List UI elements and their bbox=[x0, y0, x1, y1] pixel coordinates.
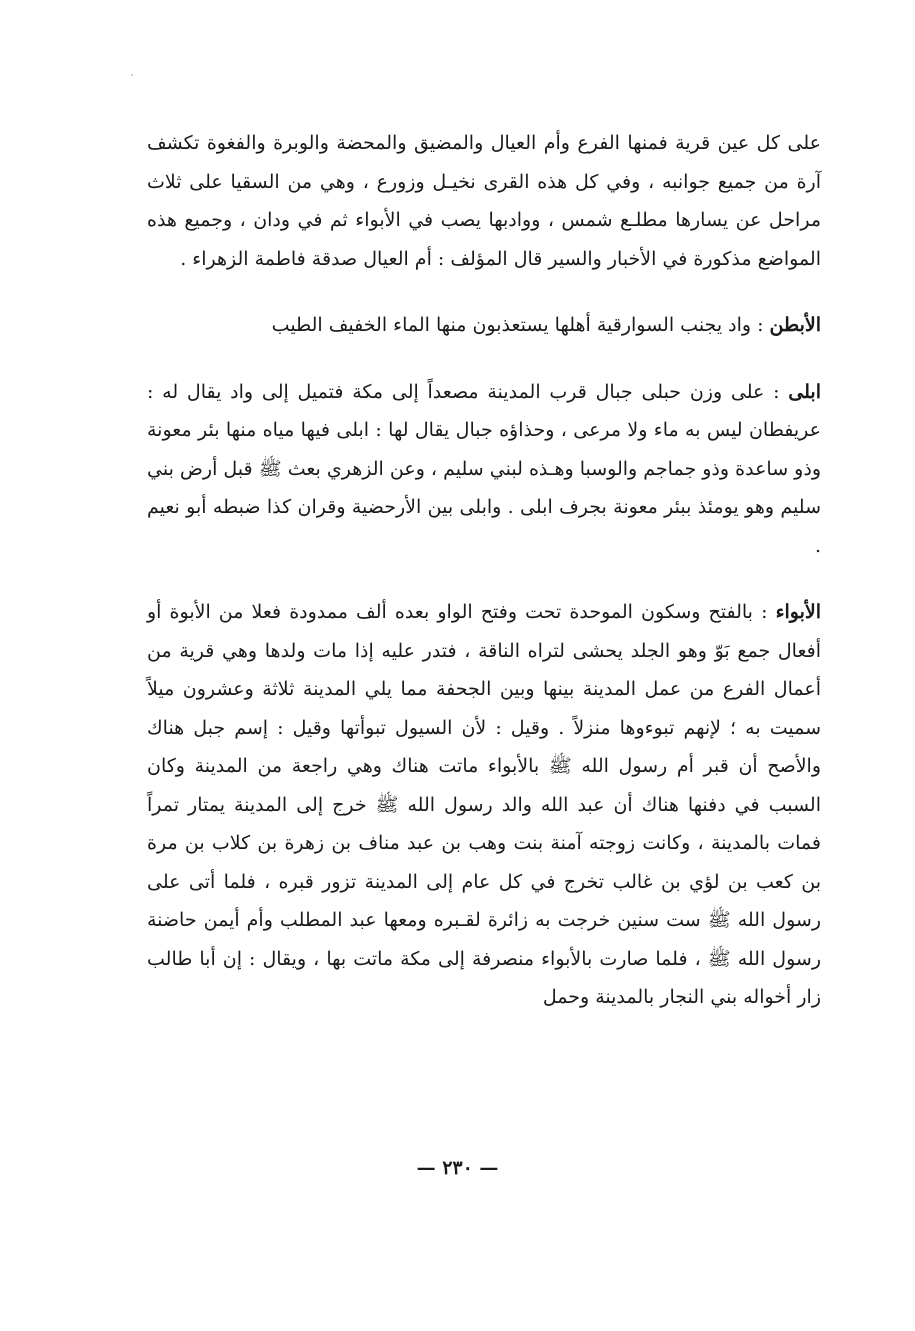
paragraph-gap bbox=[147, 345, 821, 373]
entry-text: : واد يجنب السوارقية أهلها يستعذبون منها الماء الخفيف الطيب bbox=[271, 314, 770, 336]
entry-text: : على وزن حبلى جبال قرب المدينة مصعداً إلى مكة فتميل إلى واد يقال له : عريفطان ليس به ماء ولا مرعى ، وحذاؤه جبال يقال لها : ابلى فيها مياه منها بئر معونة وذو ساعدة وذو جماجم والوسبا وهـذه لبني سليم ، وعن الزهري بعث ﷺ قبل أرض بني سليم وهو يومئذ ببئر معونة بجرف ابلى . وابلى بين الأرحضية وقران كذا ضبطه أبو نعيم . bbox=[147, 380, 821, 557]
scan-speck bbox=[131, 74, 133, 76]
entry-abwa bbox=[147, 593, 821, 1017]
paragraph-gap bbox=[147, 565, 821, 593]
entry-abtan bbox=[147, 306, 821, 345]
entry-title: الأبواء bbox=[775, 601, 821, 623]
paragraph-gap bbox=[147, 278, 821, 306]
entry-ibla bbox=[147, 373, 821, 566]
entry-text: : بالفتح وسكون الموحدة تحت وفتح الواو بعده ألف ممدودة فعلا من الأبوة أو أفعال جمع بَوّ وهو الجلد يحشى لتراه الناقة ، فتدر عليه إذا مات ولدها وهي قرية من أعمال الفرع من عمل المدينة بينها وبين الجحفة مما يلي المدينة ثلاثة وعشرون ميلاً سميت به ؛ لإنهم تبوءوها منزلاً . وقيل : لأن السيول تبوأتها وقيل : إسم جبل هناك والأصح أن قبر أم رسول الله ﷺ بالأبواء ماتت هناك وهي راجعة من المدينة وكان السبب في دفنها هناك أن عبد الله والد رسول الله ﷺ خرج إلى المدينة يمتار تمراً فمات بالمدينة ، وكانت زوجته آمنة بنت وهب بن عبد مناف بن زهرة بن كلاب بن مرة بن كعب بن لؤي بن غالب تخرج في كل عام إلى المدينة تزور قبره ، فلما أتى على رسول الله ﷺ ست سنين خرجت به زائرة لقـبره ومعها عبد المطلب وأم أيمن حاضنة رسول الله ﷺ ، فلما صارت بالأبواء منصرفة إلى مكة ماتت بها ، ويقال : إن أبا طالب زار أخواله بني النجار بالمدينة وحمل bbox=[147, 601, 821, 1008]
body-text bbox=[147, 124, 821, 1017]
entry-title: الأبطن bbox=[769, 314, 821, 336]
page-number: — ٢٣٠ — bbox=[416, 1157, 499, 1179]
paragraph-text: على كل عين قرية فمنها الفرع وأم العيال والمضيق والمحضة والوبرة والفغوة تكشف آرة من جميع جوانبه ، وفي كل هذه القرى نخيـل وزورع ، وهي من السقيا على ثلاث مراحل عن يسارها مطلـع شمس ، ووادبها يصب في الأبواء ثم في ودان ، وجميع هذه المواضع مذكورة في الأخبار والسير قال المؤلف : أم العيال صدقة فاطمة الزهراء . bbox=[147, 132, 821, 270]
entry-title: ابلى bbox=[788, 380, 821, 403]
paragraph-continuation bbox=[147, 124, 821, 278]
